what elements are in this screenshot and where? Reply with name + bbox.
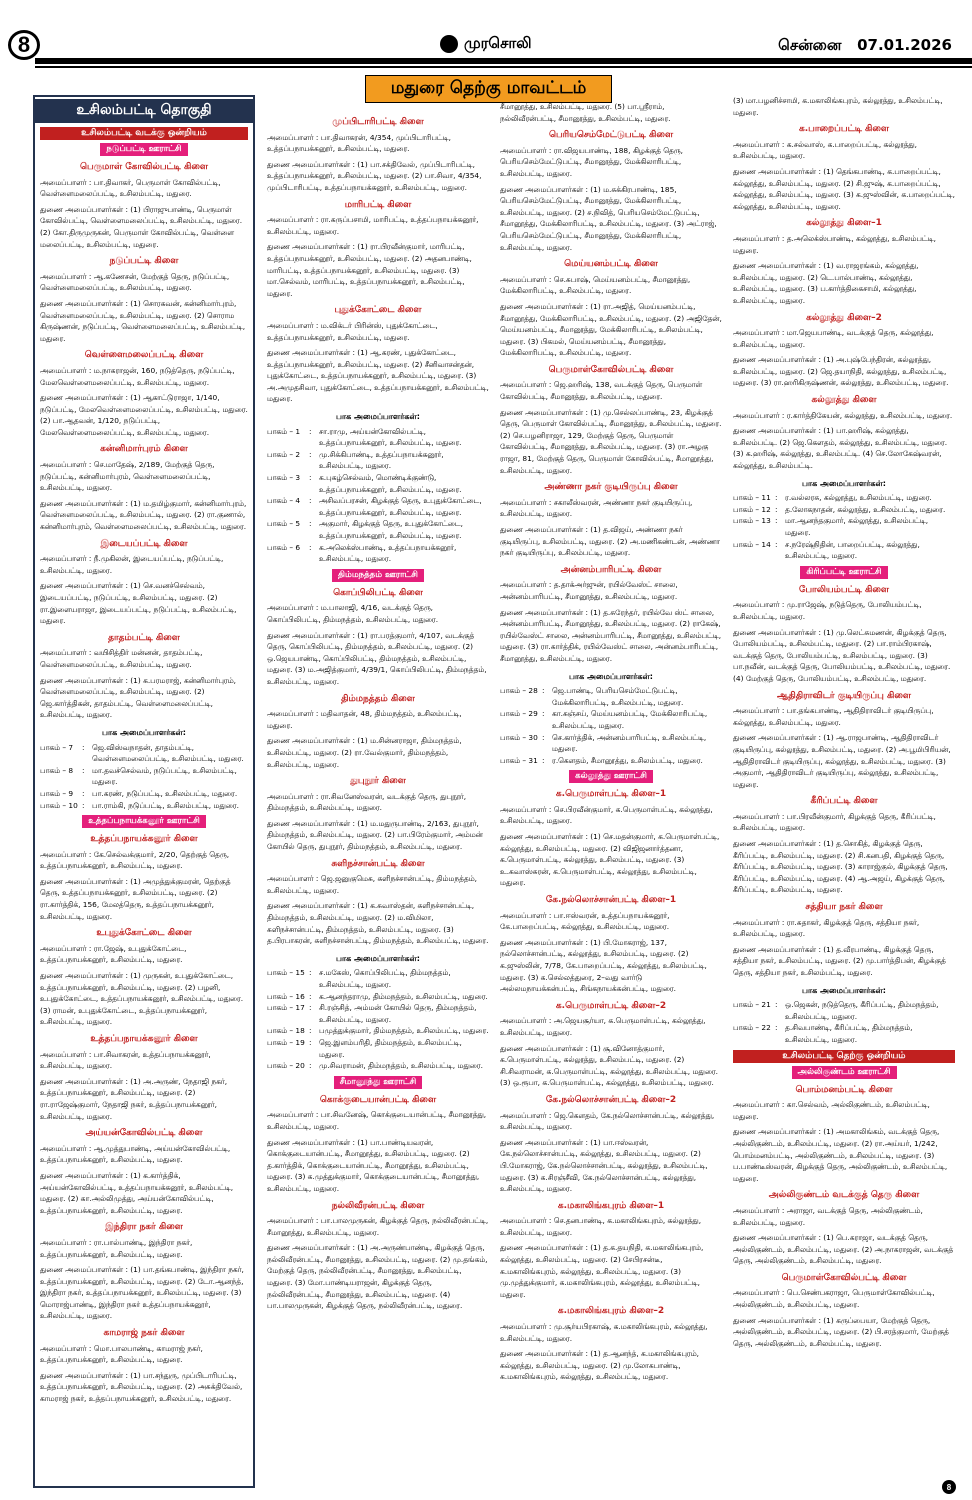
booth-organiser-name: செ.கார்த்திக், அன்னம்பாரிபட்டி, உசிலம்பட்டி, மதுரை. bbox=[552, 732, 707, 754]
booth-organisers-heading: பாக அமைப்பாளர்கள்: bbox=[336, 412, 420, 422]
member-entry: துணை அமைப்பாளர்கள் : (1) அமுத்துக்குமரன், தெற்குத் தெரு, உத்தப்பநாயக்கனூர், உசிலம்பட்டி, மதுரை. (2) ரா.கார்த்திக், 156, மேலத்தெரு, உத்தப்பநாயக்கனூர், உசிலம்பட்டி, மதுரை. bbox=[40, 876, 231, 921]
member-entry: துணை அமைப்பாளர்கள் : (1) பா.சக்திவேல், முப்பிடாரிபட்டி, உத்தப்பநாயக்கனூர், உசிலம்பட்டி, மதுரை. (2) பா.சிவா, 4/354, முப்பிடாரிபட்டி, உத்தப்பநாயக்கனூர், உசிலம்பட்டி, மதுரை. bbox=[267, 159, 482, 192]
member-entry: துணை அமைப்பாளர்கள் : (1) ம.சுக்கிரபாண்டி, 185, பெரியசெம்மேட்டுபட்டி, சீமானூத்து, மேக்கிலாரிபட்டி, உசிலம்பட்டி, மதுரை. (2) ச.நிவித், பெரியசெம்மேட்டுபட்டி, சீமானூத்து, மேக்கிலாரிபட்டி, உசிலம்பட்டி, மதுரை. (3) அட்ராஜ், பெரியசெம்மேட்டுபட்டி, சீமானூத்து, மேக்கிலாரிபட்டி, உசிலம்பட்டி, மதுரை. bbox=[500, 184, 717, 252]
member-entry: அமைப்பாளர் : ரா.ஜேஷ், உபுதுக்கோட்டை, உத்தப்பநாயக்கனூர், உசிலம்பட்டி, மதுரை. bbox=[40, 943, 187, 965]
branch-heading: போலியம்பட்டி கிளை bbox=[798, 584, 890, 595]
member-entry: துணை அமைப்பாளர்கள் : (1) செ.மதன்குமார், க.பெருமாள்பட்டி, கல்லூத்து, உசிலம்பட்டி, மதுரை. (2) விஜிஜனார்த்தனா, க.பெருமாள்பட்டி, கல்லூத்து, உசிலம்பட்டி, மதுரை. (3) உ.கவாஸ்சுரன், க.பெருமாள்பட்டி, கல்லூத்து, உசிலம்பட்டி, மதுரை. bbox=[500, 832, 720, 888]
booth-organiser-row bbox=[733, 492, 955, 504]
branch-heading: இடையப்பட்டி கிளை bbox=[100, 538, 188, 549]
booth-organiser-row bbox=[500, 685, 722, 708]
member-entry: அமைப்பாளர் : மதிவாதன், 48, திம்மநத்தம், உசிலம்பட்டி, மதுரை. bbox=[267, 709, 462, 730]
booth-organiser-list bbox=[500, 685, 722, 766]
booth-organiser-row bbox=[267, 449, 489, 472]
member-entry: துணை அமைப்பாளர்கள் : (1) ரா.அஜித், மெய்யனம்பட்டி, சீமானூத்து, மேக்கிலாரிபட்டி, உசிலம்பட்டி, மதுரை. (2) அஜிதேன், மெய்யனம்பட்டி, சீமானூத்து, மேக்கிலாரிபட்டி, உசிலம்பட்டி, மதுரை. (3) பிகமல், மெய்யனம்பட்டி, சீமானூத்து, மேக்கிலாரிபட்டி, உசிலம்பட்டி, மதுரை. bbox=[500, 301, 722, 358]
panchayat-heading: உத்தப்பநாயக்கனூர் ஊராட்சி bbox=[82, 815, 206, 828]
booth-organiser-row bbox=[40, 765, 248, 788]
booth-organiser-row bbox=[733, 539, 955, 562]
separator: : bbox=[775, 504, 778, 514]
member-entry: அமைப்பாளர் : செ.மாதேஷ், 2/189, மேற்குத் தெரு, நடுப்பட்டி, கன்னிமார்புரம், வெள்ளைமலைப்பட்டி, உசிலம்பட்டி, மதுரை. bbox=[40, 460, 215, 493]
separator: : bbox=[82, 742, 85, 752]
booth-organiser-row bbox=[267, 1025, 489, 1037]
separator: : bbox=[309, 426, 312, 436]
branch-heading: புதுக்கோட்டை கிளை bbox=[334, 305, 422, 316]
member-entry: துணை அமைப்பாளர்கள் : (1) அ.அருண்பாண்டி, கிழக்குத் தெரு, நல்லிவீரன்பட்டி, சீமானூத்து, உசிலம்பட்டி, மதுரை. (2) மு.தங்கம், மேற்குத் தெரு, நல்லிவீரன்பட்டி, சீமானூத்து, உசிலம்பட்டி, மதுரை. (3) மோ.பாண்டியராஜன், கிழக்குத் தெரு, நல்லிவீரன்பட்டி, சீமானூத்து, உசிலம்பட்டி, மதுரை. (4) பா.பாலமுருகன், கிழக்குத் தெரு, நல்லிவீரன்பட்டி, மதுரை. bbox=[267, 1243, 488, 1311]
booth-number: பாகம் – 15 bbox=[267, 968, 305, 978]
member-entry: அமைப்பாளர் : பா.திவாகரன், 4/354, முப்பிடாரிபட்டி, உத்தப்பநாயக்கனூர், உசிலம்பட்டி, மதுரை. bbox=[267, 132, 451, 154]
booth-number: பாகம் – 29 bbox=[500, 709, 538, 719]
separator: : bbox=[309, 1037, 312, 1047]
member-entry: துணை அமைப்பாளர்கள் : (1) வ.ராஜரங்கம், கல்லூத்து, உசிலம்பட்டி, மதுரை. (2) டெ.பால்பாண்டி, கல்லூத்து, உசிலம்பட்டி, மதுரை. (3) ப.கார்த்திகைசாமி, கல்லூத்து, உசிலம்பட்டி, மதுரை. bbox=[733, 261, 919, 305]
member-entry: துணை அமைப்பாளர்கள் : (1) பா.ஹரிஷ், கல்லூத்து, உசிலம்பட்டி. (2) ஜெ.கௌதம், கல்லூத்து, உசிலம்பட்டி, மதுரை. (3) க.ஹரிஷ், கல்லூத்து, உசிலம்பட்டி. (4) செ.லோகேஷ்வரன், கல்லூத்து, உசிலம்பட்டி. bbox=[733, 426, 948, 471]
member-entry: அமைப்பாளர் : பெ.செண்பகராஜா, பெருமாள்கோவில்பட்டி, அல்லிகுண்டம், உசிலம்பட்டி, மதுரை. bbox=[733, 1288, 935, 1310]
booth-organiser-row bbox=[267, 542, 489, 565]
branch-heading: மெய்யனம்பட்டி கிளை bbox=[564, 259, 658, 270]
union-heading: உசிலம்பட்டி வடக்கு ஒன்றியம் bbox=[40, 127, 248, 140]
separator: : bbox=[309, 1026, 312, 1036]
booth-organiser-name: க.புகழ்செல்வம், மொண்டிக்குண்டு, உத்தப்பநாயக்கனூர், உசிலம்பட்டி, மதுரை. bbox=[319, 473, 462, 494]
member-entry: துணை அமைப்பாளர்கள் : (1) அமகாலிங்கம், வடக்குத் தெரு, அல்லிகுண்டம், உசிலம்பட்டி, மதுரை. (2) ரா.அய்யர், 1/242, பொம்மனம்பட்டி, அல்லிகுண்டம், உசிலம்பட்டி, மதுரை. (3) ப.பாண்டீஸ்வரன், கிழக்குத் தெரு, அல்லிகுண்டம், உசிலம்பட்டி, மதுரை. bbox=[733, 1127, 948, 1183]
branch-heading: கல்லூத்து கிளை bbox=[811, 395, 877, 406]
member-entry: அமைப்பாளர் : சகாலீஸ்வரன், அண்ணா நகர் குடியிருப்பு, உசிலம்பட்டி, மதுரை. bbox=[500, 497, 693, 519]
member-entry: அமைப்பாளர் : ம.பாலாஜி, 4/16, வடக்குத் தெரு, கொப்பிலிபட்டி, திம்மநத்தம், உசிலம்பட்டி, மதுரை. bbox=[267, 603, 439, 624]
branch-heading: க.பெருமாள்பட்டி கிளை–1 bbox=[555, 789, 667, 800]
member-entry: அமைப்பாளர் : பா.பிரவீன்குமார், கிழக்குத் தெரு, கீரிப்பட்டி, உசிலம்பட்டி, மதுரை. bbox=[733, 811, 936, 833]
branch-heading: க.மகாலிங்கபுரம் கிளை–2 bbox=[557, 1306, 665, 1317]
booth-organiser-row bbox=[40, 800, 248, 812]
member-entry: அமைப்பாளர் : அராஜா, வடக்குத் தெரு, அல்லிகுண்டம், உசிலம்பட்டி, மதுரை. bbox=[733, 1205, 923, 1227]
booth-number: பாகம் – 1 bbox=[267, 426, 301, 436]
branch-heading: அல்லிகுண்டம் வடக்குத் தெரு கிளை bbox=[768, 1190, 920, 1201]
dateline bbox=[778, 36, 952, 56]
header-rule-thick bbox=[35, 58, 972, 64]
branch-heading: கல்லூத்து கிளை–1 bbox=[806, 218, 882, 229]
booth-organiser-name: க.அலெக்ஸ்பாண்டி, உத்தப்பநாயக்கனூர், உசிலம்பட்டி, மதுரை. bbox=[319, 542, 457, 564]
column-2 bbox=[267, 111, 489, 1488]
member-entry: துணை அமைப்பாளர்கள் : (1) பி.மோகராஜ், 137, நல்லொச்சான்பட்டி, கல்லூத்து, உசிலம்பட்டி, மதுரை. (2) க.ஜுஸ்லின், 7/78, கே.பாறைப்பட்டி, கல்லூத்து, உசிலம்பட்டி, மதுரை. (3) க.செல்லத்துரை, 2–வது வார்டு அல்லமநாயக்கன்பட்டி, சிங்கநாயக்கன்பட்டி, மதுரை. bbox=[500, 937, 707, 994]
booth-number: பாகம் – 20 bbox=[267, 1061, 305, 1071]
booth-number: பாகம் – 3 bbox=[267, 473, 301, 483]
booth-organiser-row bbox=[500, 732, 722, 755]
booth-organiser-row bbox=[267, 1037, 489, 1060]
member-entry: துணை அமைப்பாளர்கள் : (1) பெ.கராஜா, வடக்குத் தெரு, அல்லிகுண்டம், உசிலம்பட்டி, மதுரை. (2) அ.நாகராஜன், வடக்குத் தெரு, அல்லிகுண்டம், உசிலம்பட்டி, மதுரை. bbox=[733, 1233, 954, 1266]
booth-organiser-name: பா.கரண், நடுப்பட்டி, உசிலம்பட்டி, மதுரை. bbox=[92, 788, 238, 798]
member-entry: துணை அமைப்பாளர்கள் : (1) த.சொகித், கிழக்குத் தெரு, கீரிப்பட்டி, உசிலம்பட்டி, மதுரை. (2) சி.கனபதி, கிழக்குத் தெரு, கீரிப்பட்டி, உசிலம்பட்டி, மதுரை. (3) காராஜ்குல், கிழக்குத் தெரு, கீரிப்பட்டி, உசிலம்பட்டி, மதுரை. (4) ஆ.அஜய், கிழக்குத் தெரு, கீரிப்பட்டி, உசிலம்பட்டி, மதுரை. bbox=[733, 839, 948, 895]
member-entry: அமைப்பாளர் : மொ.பாலபாண்டி, காமராஜ் நகர், உத்தப்பநாயக்கனூர், உசிலம்பட்டி, மதுரை. bbox=[40, 1343, 203, 1365]
booth-number: பாகம் – 31 bbox=[500, 755, 538, 765]
booth-organiser-row bbox=[40, 788, 248, 800]
separator: : bbox=[309, 542, 312, 552]
booth-organisers-heading: பாக அமைப்பாளர்கள்: bbox=[569, 671, 653, 681]
booth-number: பாகம் – 13 bbox=[733, 516, 771, 526]
booth-organiser-row bbox=[267, 1060, 489, 1072]
separator: : bbox=[309, 1003, 312, 1013]
branch-heading: கே.நல்லொச்சான்பட்டி கிளை–1 bbox=[545, 895, 677, 906]
booth-number: பாகம் – 19 bbox=[267, 1037, 305, 1047]
panchayat-heading-row bbox=[40, 815, 248, 828]
member-entry: அமைப்பாளர் : ரா.கருப்பசாமி, மாரிபட்டி, உத்தப்பநாயக்கனூர், உசிலம்பட்டி, மதுரை. bbox=[267, 215, 479, 236]
booth-number: பாகம் – 17 bbox=[267, 1003, 305, 1013]
member-entry: துணை அமைப்பாளர்கள் : (1) பா.ஈஸ்வரன், கே.நல்லொச்சான்பட்டி, கல்லூத்து, உசிலம்பட்டி, மதுரை. (2) பி.மோகராஜ், கே.நல்லொச்சான்பட்டி, கல்லூத்து, உசிலம்பட்டி, மதுரை. (3) க.சிரஞ்சீவி, கே.நல்லொச்சான்பட்டி, கல்லூத்து, உசிலம்பட்டி, மதுரை. bbox=[500, 1137, 708, 1194]
booth-number: பாகம் – 7 bbox=[40, 742, 74, 752]
booth-organiser-name: க.ஆனந்தராமு, திம்மநத்தம், உசிலம்பட்டி, மதுரை. bbox=[319, 991, 488, 1001]
member-entry: துணை அமைப்பாளர்கள் : (1) த.க.தயநிதி, க.மகாலிங்கபுரம், கல்லூத்து, உசிலம்பட்டி, மதுரை. (2) சேபிரசன்டீ, க.மகாலிங்கபுரம், கல்லூத்து, உசிலம்பட்டி, மதுரை. (3) மு.முத்துக்குமார், க.மகாலிங்கபுரம், கல்லூத்து, உசிலம்பட்டி, மதுரை. bbox=[500, 1243, 704, 1299]
newspaper-emblem-icon bbox=[440, 35, 458, 53]
branch-heading: காமராஜ் நகர் கிளை bbox=[103, 1328, 185, 1339]
branch-heading: இந்திரா நகர் கிளை bbox=[105, 1222, 183, 1233]
booth-organiser-name: கா.சுஞ்சய், மெய்யனம்பட்டி, மேக்கிலாரிபட்டி, உசிலம்பட்டி, மதுரை. bbox=[552, 709, 708, 730]
panchayat-heading: திம்மநத்தம் ஊராட்சி bbox=[332, 569, 424, 582]
member-entry: துணை அமைப்பாளர்கள் : (1) க.சுவாஸ்தன், சுளிநச்சான்பட்டி, திம்மநத்தம், உசிலம்பட்டி, மதுரை. (2) ம.விமிலா, சுளிநச்சான்பட்டி, திம்மநத்தம், உசிலம்பட்டி, மதுரை. (3) த.பிரபாகரன், சுளிநச்சான்பட்டி, திம்மநத்தம், உசிலம்பட்டி, மதுரை. bbox=[267, 901, 489, 946]
separator: : bbox=[542, 732, 545, 742]
member-entry: அமைப்பாளர் : பா.திவாகர், பெருமாள் கோவில்பட்டி, வெள்ளைமலைப்பட்டி, உசிலம்பட்டி, மதுரை. bbox=[40, 177, 221, 199]
member-entry: அமைப்பாளர் : ம.நாகராஜன், 160, நடுத்தெரு, நடுப்பட்டி, மேலவெள்ளைமலைப்பட்டி, உசிலம்பட்டி, மதுரை. bbox=[40, 365, 235, 387]
member-entry: துணை அமைப்பாளர்கள் : (1) ஆ.ராஜபாண்டி, ஆதிதிராவிடர் குடியிருப்பு, கல்லூத்து, உசிலம்பட்டி, மதுரை. (2) அ.பூமிபிரியன், ஆதிதிராவிடர் குடியிருப்பு, கல்லூத்து, உசிலம்பட்டி, மதுரை. (3) அகுமார், ஆதிதிராவிடர் குடியிருப்பு, கல்லூத்து, உசிலம்பட்டி, மதுரை. bbox=[733, 733, 951, 789]
branch-heading: கொக்குடையான்பட்டி கிளை bbox=[319, 1094, 437, 1105]
booth-number: பாகம் – 21 bbox=[733, 1000, 771, 1010]
member-entry: அமைப்பாளர் : ரா.பால்பாண்டி, இந்திரா நகர், உத்தப்பநாயக்கனூர், உசிலம்பட்டி, மதுரை. bbox=[40, 1237, 193, 1259]
member-entry: அமைப்பாளர் : கே.செல்வக்குமார், 2/20, தெற்குத் தெரு, உத்தப்பநாயக்கனூர், உசிலம்பட்டி, மதுரை. bbox=[40, 849, 230, 871]
booth-organiser-row bbox=[267, 472, 489, 495]
separator: : bbox=[775, 539, 778, 549]
member-entry: அமைப்பாளர் : அ.ஜெயசூர்யா, க.பெருமாள்பட்டி, கல்லூத்து, உசிலம்பட்டி, மதுரை. bbox=[500, 1016, 706, 1037]
separator: : bbox=[775, 493, 778, 503]
branch-heading: தாதம்பட்டி கிளை bbox=[108, 632, 180, 643]
booth-number: பாகம் – 4 bbox=[267, 496, 301, 506]
separator: : bbox=[309, 496, 312, 506]
booth-organisers-heading: பாக அமைப்பாளர்கள்: bbox=[336, 953, 420, 963]
separator: : bbox=[309, 968, 312, 978]
district-banner: மதுரை தெற்கு மாவட்டம் bbox=[365, 75, 612, 103]
member-entry: அமைப்பாளர் : செ.தனபாண்டி, க.மகாலிங்கபுரம், கல்லூத்து, உசிலம்பட்டி, மதுரை. bbox=[500, 1216, 702, 1237]
separator: : bbox=[775, 1023, 778, 1033]
booth-organiser-row bbox=[267, 518, 489, 541]
booth-organiser-row bbox=[267, 426, 489, 449]
booth-organiser-row bbox=[267, 967, 489, 990]
member-entry: அமைப்பாளர் : ம.விக்டர் பிரின்ஸ், புதுக்கோட்டை, உத்தப்பநாயக்கனூர், உசிலம்பட்டி, மதுரை. bbox=[267, 320, 438, 342]
constituency-heading: உசிலம்பட்டி தொகுதி bbox=[35, 99, 253, 123]
branch-heading: சுளிநச்சான்பட்டி கிளை bbox=[331, 858, 425, 869]
column-1 bbox=[33, 95, 255, 1488]
booth-number: பாகம் – 10 bbox=[40, 800, 78, 810]
booth-organiser-name: பமுத்துக்குமார், திம்மநத்தம், உசிலம்பட்டி, மதுரை. bbox=[319, 1026, 489, 1036]
member-entry: அமைப்பாளர் : மு.சூர்யபிரகாஷ், க.மகாலிங்கபுரம், கல்லூத்து, உசிலம்பட்டி, மதுரை. bbox=[500, 1322, 708, 1343]
column-3 bbox=[500, 101, 722, 1488]
panchayat-heading-row bbox=[40, 143, 248, 156]
booth-organiser-name: ஜெ.விஸ்வநாதன், தாதம்பட்டி, வெள்ளைமலைப்பட்டி, உசிலம்பட்டி, மதுரை. bbox=[92, 742, 244, 764]
branch-heading: கல்லூத்து கிளை–2 bbox=[806, 312, 882, 323]
booth-organiser-row bbox=[500, 755, 722, 767]
booth-organiser-name: சா.ராமு, அய்யன்கோவில்பட்டி, உத்தப்பநாயக்கனூர், உசிலம்பட்டி, மதுரை. bbox=[319, 426, 462, 448]
booth-organiser-name: அசிவப்பரசன், கிழக்குத் தெரு, உபுதுக்கோட்டை, உத்தப்பநாயக்கனூர், உசிலம்பட்டி, மதுரை. bbox=[319, 496, 482, 517]
booth-organiser-row bbox=[733, 515, 955, 538]
booth-organiser-row bbox=[267, 991, 489, 1003]
booth-number: பாகம் – 16 bbox=[267, 991, 305, 1001]
member-entry: துணை அமைப்பாளர்கள் : (1) செ.வனச்செல்வம், இடையப்பட்டி, நடுப்பட்டி, உசிலம்பட்டி, மதுரை. (2) ரா.இளையராஜா, இடையப்பட்டி, நடுப்பட்டி, உசிலம்பட்டி, மதுரை. bbox=[40, 581, 237, 626]
branch-heading: கன்னிமார்புரம் கிளை bbox=[100, 444, 188, 455]
member-entry: அமைப்பாளர் : ஜெ.கௌதம், கே.நல்லொச்சான்பட்டி, கல்லூத்து, உசிலம்பட்டி, மதுரை. bbox=[500, 1110, 715, 1132]
member-entry: சீமானூத்து, உசிலம்பட்டி, மதுரை. (5) பா.ஸ்ரீராம், நல்லிவீரன்பட்டி, சீமானூத்து, உசிலம்பட்டி, மதுரை. bbox=[500, 102, 671, 123]
booth-organisers-heading: பாக அமைப்பாளர்கள்: bbox=[802, 478, 886, 488]
member-entry: துணை அமைப்பாளர்கள் : (1) ம.மதுருபாண்டி, 2/163, துபுநூர், திம்மநத்தம், உசிலம்பட்டி, மதுரை. (2) பா.பிரேம்குமார், அம்மன் கோயில் தெரு, துபுநூர், திம்மநத்தம், உசிலம்பட்டி, மதுரை. bbox=[267, 818, 483, 852]
separator: : bbox=[82, 788, 85, 798]
branch-heading: நடுப்பட்டி கிளை bbox=[109, 256, 179, 267]
branch-heading: கீரிப்பட்டி கிளை bbox=[810, 796, 878, 807]
branch-heading: பெருமாள் கோவில்பட்டி கிளை bbox=[80, 162, 208, 172]
member-entry: அமைப்பாளர் : பா.பாலமுருகன், கிழக்குத் தெரு, நல்லிவீரன்பட்டி, சீமானூத்து, உசிலம்பட்டி, மதுரை. bbox=[267, 1216, 489, 1237]
separator: : bbox=[82, 765, 85, 775]
booth-number: பாகம் – 2 bbox=[267, 449, 301, 459]
branch-heading: துபுநூர் கிளை bbox=[350, 776, 406, 787]
branch-heading: அண்ணா நகர் குடியிருப்பு கிளை bbox=[544, 482, 678, 493]
booth-organiser-list bbox=[40, 742, 248, 812]
member-entry: அமைப்பாளர் : ரா.விஜயபாண்டி, 188, கிழக்குத் தெரு, பெரியசெம்மேட்டுபட்டி, சீமானூத்து, மேக்கிலாரிபட்டி, உசிலம்பட்டி, மதுரை. bbox=[500, 145, 684, 178]
member-entry: துணை அமைப்பாளர்கள் : (1) சூ.வினோத்குமார், க.பெருமாள்பட்டி, கல்லூத்து, உசிலம்பட்டி, மதுரை. (2) சி.சிவராமன், க.பெருமாள்பட்டி, கல்லூத்து, உசிலம்பட்டி, மதுரை. (3) ஒ.ரூபா, க.பெருமாள்பட்டி, கல்லூத்து, உசிலம்பட்டி, மதுரை. bbox=[500, 1043, 718, 1088]
member-entry: துணை அமைப்பாளர்கள் : (1) த.ஆனந்த், க.மகாலிங்கபுரம், கல்லூத்து, உசிலம்பட்டி, மதுரை. (2) மு.லோகபாண்டி, க.மகாலிங்கபுரம், கல்லூத்து, உசிலம்பட்டி, மதுரை. bbox=[500, 1349, 699, 1382]
member-entry: அமைப்பாளர் : நீ.முகிலன், இடையப்பட்டி, நடுப்பட்டி, உசிலம்பட்டி, மதுரை. bbox=[40, 554, 224, 575]
booth-organiser-name: மு.சிவராமன், திம்மநத்தம், உசிலம்பட்டி, மதுரை. bbox=[319, 1061, 483, 1071]
booth-organiser-name: சி.ரஞ்சித், அம்மன் கோயில் தெரு, திம்மநத்தம், உசிலம்பட்டி, மதுரை. bbox=[319, 1003, 477, 1024]
separator: : bbox=[82, 800, 85, 810]
city-name: சென்னை bbox=[778, 36, 842, 54]
panchayat-heading-row bbox=[733, 1066, 955, 1079]
separator: : bbox=[309, 991, 312, 1001]
panchayat-heading: கிரிப்பட்டி ஊராட்சி bbox=[800, 566, 887, 579]
member-entry: அமைப்பாளர் : ஆ.முத்துபாண்டி, அய்யன்கோவில்பட்டி, உத்தப்பநாயக்கனூர், உசிலம்பட்டி, மதுரை. bbox=[40, 1143, 231, 1165]
member-entry: துணை அமைப்பாளர்கள் : (1) மு.லெட்சுமணன், கிழக்குத் தெரு, போலியம்பட்டி, உசிலம்பட்டி, மதுரை. (2) பா.ராம்பிரகாஷ், வடக்குத் தெரு, போலியம்பட்டி, உசிலம்பட்டி, மதுரை. (3) பா.நவீன், வடக்குத் தெரு, போலியம்பட்டி, உசிலம்பட்டி, மதுரை. (4) மேற்குத் தெரு, போலியம்பட்டி, உசிலம்பட்டி, மதுரை. bbox=[733, 627, 951, 683]
separator: : bbox=[542, 755, 545, 765]
booth-number: பாகம் – 18 bbox=[267, 1026, 305, 1036]
member-entry: துணை அமைப்பாளர்கள் : (1) ம.தமிழ்குமார், கன்னிமார்புரம், வெள்ளைமலைப்பட்டி, உசிலம்பட்டி, மதுரை. (2) ரா.குணால், கன்னிமார்புரம், வெள்ளைமலைப்பட்டி, உசிலம்பட்டி, மதுரை. bbox=[40, 498, 247, 532]
member-entry: துணை அமைப்பாளர்கள் : (1) சொரகவன், கன்னிமார்புரம், வெள்ளைமலைப்பட்டி, உசிலம்பட்டி, மதுரை. (2) சொராம கிருஷ்ணன், நடுப்பட்டி, வெள்ளைமலைப்பட்டி, உசிலம்பட்டி, மதுரை. bbox=[40, 298, 246, 343]
booth-number: பாகம் – 11 bbox=[733, 493, 771, 503]
branch-heading: க.பெருமாள்பட்டி கிளை–2 bbox=[555, 1000, 667, 1011]
member-entry: அமைப்பாளர் : ஜெ.ஹரிஷ், 138, வடக்குத் தெரு, பெருமாள் கோவில்பட்டி, சீமானூத்து, உசிலம்பட்டி, மதுரை. bbox=[500, 380, 703, 402]
member-entry: அமைப்பாளர் : ரா.சிவனேஸ்வரன், வடக்குத் தெரு, துபுநூர், திம்மநத்தம், உசிலம்பட்டி, மதுரை. bbox=[267, 791, 467, 813]
member-entry: அமைப்பாளர் : பா.தங்கபாண்டி, ஆதிதிராவிடர் குடியிருப்பு, கல்லூத்து, உசிலம்பட்டி, மதுரை. bbox=[733, 706, 934, 727]
branch-heading: முப்பிடாரிபட்டி கிளை bbox=[332, 117, 424, 127]
member-entry: அமைப்பாளர் : மு.ராஜேஷ், நடுத்தெரு, போலியம்பட்டி, உசிலம்பட்டி, மதுரை. bbox=[733, 600, 922, 621]
booth-number: பாகம் – 5 bbox=[267, 519, 301, 529]
panchayat-heading-row bbox=[267, 569, 489, 582]
separator: : bbox=[309, 449, 312, 459]
member-entry: துணை அமைப்பாளர்கள் : (1) பா.பாண்டியவரன், கொக்குடையான்பட்டி, சீமானூத்து, உசிலம்பட்டி, மதுரை. (2) த.கார்த்திக், கொக்குடையான்பட்டி, சீமானூத்து, உசிலம்பட்டி, மதுரை. (3) க.முத்துக்குமார், கொக்குடையான்பட்டி, சீமானூத்து, உசிலம்பட்டி, மதுரை. bbox=[267, 1137, 480, 1193]
branch-heading: க.பாறைப்பட்டி கிளை bbox=[798, 124, 890, 135]
branch-heading: அன்னம்பாரிபட்டி கிளை bbox=[560, 564, 662, 575]
booth-number: பாகம் – 22 bbox=[733, 1023, 771, 1033]
branch-heading: அய்யன்கோவில்பட்டி கிளை bbox=[85, 1128, 203, 1139]
branch-heading: ஆதிதிராவிடர் குடியிருப்பு கிளை bbox=[777, 690, 911, 701]
member-entry: துணை அமைப்பாளர்கள் : (1) அ.புஷ்பேந்திரன், கல்லூத்து, உசிலம்பட்டி, மதுரை. (2) ஜெ.தயாநிதி, கல்லூத்து, உசிலம்பட்டி, மதுரை. (3) ரா.ஹரிகிருஷ்ணன், கல்லூத்து, உசிலம்பட்டி, மதுரை. bbox=[733, 355, 949, 388]
panchayat-heading-row bbox=[267, 1076, 489, 1089]
booth-organiser-row bbox=[733, 999, 955, 1022]
newspaper-name: முரசொலி bbox=[464, 34, 532, 52]
booth-organiser-name: ச.மகேஸ், கொப்பிலிபட்டி, திம்மநத்தம், உசிலம்பட்டி, மதுரை. bbox=[319, 968, 451, 989]
page-number-badge: 8 bbox=[8, 30, 40, 60]
column-4 bbox=[733, 95, 955, 1488]
booth-organiser-name: பா.ராம்கி, நடுப்பட்டி, உசிலம்பட்டி, மதுரை. bbox=[92, 800, 239, 810]
booth-organiser-list bbox=[267, 967, 489, 1071]
member-entry: துணை அமைப்பாளர்கள் : (1) முருகன், உபுதுக்கோட்டை, உத்தப்பநாயக்கனூர், உசிலம்பட்டி, மதுரை. (2) பழனி, உபுதுக்கோட்டை, உத்தப்பநாயக்கனூர், உசிலம்பட்டி, மதுரை. (3) ராமன், உபுதுக்கோட்டை, உத்தப்பநாயக்கனூர், உசிலம்பட்டி, மதுரை. bbox=[40, 971, 244, 1027]
article-columns bbox=[33, 95, 957, 1488]
separator: : bbox=[542, 709, 545, 719]
member-entry: துணை அமைப்பாளர்கள் : (1) ரா.பிரவீன்குமார், மாரிபட்டி, உத்தப்பநாயக்கனூர், உசிலம்பட்டி, மதுரை. (2) அதனபாண்டி, மாரிபட்டி, உத்தப்பநாயக்கனூர், உசிலம்பட்டி, மதுரை. (3) மா.செல்வம், மாரிபட்டி, உத்தப்பநாயக்கனூர், உசிலம்பட்டி, மதுரை. bbox=[267, 242, 472, 298]
branch-heading: வெள்ளைமலைப்பட்டி கிளை bbox=[84, 350, 204, 361]
panchayat-heading-row bbox=[733, 566, 955, 579]
member-entry: அமைப்பாளர் : வயிசித்திர் மன்னன், தாதம்பட்டி, வெள்ளைமலைப்பட்டி, உசிலம்பட்டி, மதுரை. bbox=[40, 648, 203, 669]
footer-page-number: 8 bbox=[942, 1480, 956, 1494]
booth-number: பாகம் – 30 bbox=[500, 732, 538, 742]
member-entry: அமைப்பாளர் : பா.சிவனேஷ், கொக்குடையான்பட்டி, சீமானூத்து, உசிலம்பட்டி, மதுரை. bbox=[267, 1110, 487, 1131]
header-rule-thin bbox=[35, 66, 972, 68]
panchayat-heading: சீமானூத்து ஊராட்சி bbox=[334, 1076, 423, 1089]
panchayat-heading: கல்லூத்து ஊராட்சி bbox=[569, 770, 653, 783]
booth-organiser-name: மு.சிக்கிபாண்டி, உத்தப்பநாயக்கனூர், உசிலம்பட்டி, மதுரை. bbox=[319, 449, 444, 471]
branch-heading: கே.நல்லொச்சான்பட்டி கிளை–2 bbox=[545, 1094, 677, 1105]
separator: : bbox=[542, 686, 545, 696]
branch-heading: உபுதுக்கோட்டை கிளை bbox=[96, 928, 192, 939]
member-entry: அமைப்பாளர் : ஜெ.ஜனுகுமெசு, சுளிநச்சான்பட்டி, திம்மநத்தம், உசிலம்பட்டி, மதுரை. bbox=[267, 874, 478, 895]
booth-organiser-name: ர.வல்லரசு, கல்லூத்து, உசிலம்பட்டி, மதுரை. bbox=[785, 493, 932, 503]
booth-organiser-name: ர.கௌதம், சீமானூத்து, உசிலம்பட்டி, மதுரை. bbox=[552, 755, 703, 765]
panchayat-heading: அல்லிகுண்டம் ஊராட்சி bbox=[792, 1066, 897, 1079]
member-entry: அமைப்பாளர் : ரா.சுதாகர், கிழக்குத் தெரு, சத்தியா நகர், உசிலம்பட்டி, மதுரை. bbox=[733, 917, 920, 939]
booth-organiser-name: அகுமார், கிழக்குத் தெரு, உபுதுக்கோட்டை, உத்தப்பநாயக்கனூர், உசிலம்பட்டி, மதுரை. bbox=[319, 519, 463, 540]
booth-organiser-row bbox=[267, 1002, 489, 1025]
separator: : bbox=[309, 1061, 312, 1071]
booth-number: பாகம் – 14 bbox=[733, 539, 771, 549]
member-entry: அமைப்பாளர் : மா.ஜெயபாண்டி, வடக்குத் தெரு, கல்லூத்து, உசிலம்பட்டி, மதுரை. bbox=[733, 328, 934, 349]
booth-organiser-row bbox=[500, 708, 722, 731]
member-entry: அமைப்பாளர் : செ.சுபாஷ், மெய்யனம்பட்டி, சீமானூத்து, மேக்கிலாரிபட்டி, உசிலம்பட்டி, மதுரை. bbox=[500, 274, 691, 296]
member-entry: துணை அமைப்பாளர்கள் : (1) த.வீரபாண்டி, கிழக்குத் தெரு, சத்தியா நகர், உசிலம்பட்டி, மதுரை. (2) மு.பார்த்திபன், கிழக்குத் தெரு, சத்தியா நகர், உசிலம்பட்டி, மதுரை. bbox=[733, 944, 946, 977]
member-entry: அமைப்பாளர் : த.அலெக்ஸ்பாண்டி, கல்லூத்து, உசிலம்பட்டி, மதுரை. bbox=[733, 233, 937, 255]
branch-heading: நல்லிவீரன்பட்டி கிளை bbox=[331, 1200, 425, 1211]
member-entry: துணை அமைப்பாளர்கள் : (1) ஆகாட்டுராஜா, 1/140, நடுப்பட்டி, மேலவெள்ளைமலைப்பட்டி, உசிலம்பட்டி, மதுரை. (2) பா.ஆதவன், 1/120, நடுப்பட்டி, மேலவெள்ளைமலைப்பட்டி, உசிலம்பட்டி, மதுரை. bbox=[40, 393, 248, 437]
member-entry: அமைப்பாளர் : செ.பிரவீன்குமார், க.பெருமாள்பட்டி, கல்லூத்து, உசிலம்பட்டி, மதுரை. bbox=[500, 804, 713, 826]
booth-organiser-name: மா.ஆனந்தகுமார், கல்லூத்து, உசிலம்பட்டி, மதுரை. bbox=[785, 516, 929, 537]
member-entry: துணை அமைப்பாளர்கள் : (1) த.விஜய், அண்ணா நகர் குடியிருப்பு, உசிலம்பட்டி, மதுரை. (2) அ.மணிகண்டன், அண்ணா நகர் குடியிருப்பு, உசிலம்பட்டி, மதுரை. bbox=[500, 525, 721, 558]
branch-heading: க.மகாலிங்கபுரம் கிளை–1 bbox=[557, 1200, 665, 1211]
member-entry: துணை அமைப்பாளர்கள் : (1) பிராஜுபாண்டி, பெருமாள் கோவில்பட்டி, வெள்ளைமலைப்பட்டி, உசிலம்பட்டி, மதுரை. (2) கோ.திருமுருகன், பெருமாள் கோவில்பட்டி, வெள்ளை மலைப்பட்டி, உசிலம்பட்டி, மதுரை. bbox=[40, 204, 243, 249]
separator: : bbox=[309, 519, 312, 529]
member-entry: (3) மா.பழனிச்சாமி, க.மகாலிங்கபுரம், கல்லூத்து, உசிலம்பட்டி, மதுரை. bbox=[733, 96, 943, 117]
booth-organiser-list bbox=[733, 999, 955, 1045]
member-entry: அமைப்பாளர் : ஆ.கணேசன், மேற்குத் தெரு, நடுப்பட்டி, வெள்ளைமலைப்பட்டி, உசிலம்பட்டி, மதுரை. bbox=[40, 271, 230, 293]
booth-number: பாகம் – 12 bbox=[733, 504, 771, 514]
member-entry: துணை அமைப்பாளர்கள் : (1) ரா.பரத்குமார், 4/107, வடக்குத் தெரு, கொப்பிலிபட்டி, திம்மநத்தம், உசிலம்பட்டி, மதுரை. (2) ஒ.ஜெயபாண்டி, கொப்பிலிபட்டி, திம்மநத்தம், உசிலம்பட்டி, மதுரை. (3) ம.அஜித்குமார், 4/39/1, கொப்பிலிபட்டி, திம்மநத்தம், உசிலம்பட்டி, மதுரை. bbox=[267, 630, 487, 686]
branch-heading: பொம்மனம்பட்டி கிளை bbox=[795, 1084, 893, 1095]
booth-organiser-row bbox=[267, 495, 489, 518]
booth-organiser-name: மா.தவச்செல்வம், நடுப்பட்டி, உசிலம்பட்டி, மதுரை. bbox=[92, 765, 237, 787]
newspaper-logo bbox=[440, 34, 532, 54]
panchayat-heading-row bbox=[500, 770, 722, 783]
branch-heading: உத்தப்பநாயக்கனூர் கிளை bbox=[90, 834, 198, 845]
member-entry: துணை அமைப்பாளர்கள் : (1) பா.தங்கபாண்டி, இந்திரா நகர், உத்தப்பநாயக்கனூர், உசிலம்பட்டி, மதுரை. (2) டோ.ஆனந்த், இந்திரா நகர், உத்தப்பநாயக்கனூர், உசிலம்பட்டி, மதுரை. (3) மொராஜ்பாண்டி, இந்திரா நகர் உத்தப்பநாயக்கனூர், உசிலம்பட்டி, மதுரை. bbox=[40, 1265, 244, 1321]
branch-heading: திம்மநத்தம் கிளை bbox=[341, 693, 415, 704]
member-entry: துணை அமைப்பாளர்கள் : (1) ஆ.கரண், புதுக்கோட்டை, உத்தப்பநாயக்கனூர், உசிலம்பட்டி, மதுரை. (2) சீனிவாசன்தன், புதுக்கோட்டை, உத்தப்பநாயக்கனூர், உசிலம்பட்டி, மதுரை. (3) அ.அமுதசிவா, புதுக்கோட்டை, உத்தப்பநாயக்கனூர், உசிலம்பட்டி, மதுரை. bbox=[267, 348, 489, 404]
booth-number: பாகம் – 28 bbox=[500, 686, 538, 696]
booth-organiser-name: ஜெ.பாண்டி, பெரியசெம்மேட்டுபட்டி, மேக்கிலாரிபட்டி, உசிலம்பட்டி, மதுரை. bbox=[552, 686, 684, 707]
booth-organiser-name: ஒ.ஜெகன், நடுத்தெரு, கீரிப்பட்டி, திம்மநத்தம், உசிலம்பட்டி, மதுரை. bbox=[785, 1000, 939, 1021]
booth-number: பாகம் – 8 bbox=[40, 765, 74, 775]
branch-heading: மாரிபட்டி கிளை bbox=[344, 199, 412, 210]
member-entry: துணை அமைப்பாளர்கள் : (1) பா.சந்துரு, முப்பிடாரிபட்டி, உத்தப்பநாயக்கனூர், உசிலம்பட்டி, மதுரை. (2) அசுக்திவேல், காமராஜ் நகர், உத்தப்பநாயக்கனூர், உசிலம்பட்டி, மதுரை. bbox=[40, 1370, 243, 1404]
branch-heading: கொப்பிலிபட்டி கிளை bbox=[333, 587, 423, 598]
member-entry: அமைப்பாளர் : பா.ஈஸ்வரன், உத்தப்பநாயக்கனூர், கே.பாறைப்பட்டி, கல்லூத்து, உசிலம்பட்டி, மதுரை. bbox=[500, 910, 670, 932]
branch-heading: உத்தப்பநாயக்கனூர் கிளை bbox=[90, 1034, 198, 1044]
union-heading: உசிலம்பட்டி தெற்கு ஒன்றியம் bbox=[733, 1050, 955, 1063]
member-entry: துணை அமைப்பாளர்கள் : (1) க.கார்த்திக், அய்யன்கோவில்பட்டி, உத்தப்பநாயக்கனூர், உசிலம்பட்டி, மதுரை. (2) கா.அல்லிமுத்து, அய்யன்கோவில்பட்டி, உத்தப்பநாயக்கனூர், உசிலம்பட்டி, மதுரை. bbox=[40, 1170, 234, 1215]
member-entry: துணை அமைப்பாளர்கள் : (1) த.சுரேந்தர், ரயில்வே ஸ்ட் சாலை, அன்னம்பாரிபட்டி, சீமானூத்து, உசிலம்பட்டி, மதுரை. (2) ராகேஷ், ரயில்வேஸ்ட் சாலை, அன்னம்பாரிபட்டி, சீமானூத்து, உசிலம்பட்டி, மதுரை. (3) ரா.கார்த்திக், ரயில்வேஸ்ட் சாலை, அன்னம்பாரிபட்டி, சீமானூத்து, உசிலம்பட்டி, மதுரை. bbox=[500, 607, 722, 663]
booth-organiser-row bbox=[733, 504, 955, 516]
booth-organiser-name: ஜெ.இளம்பரிதி, திம்மநத்தம், உசிலம்பட்டி, மதுரை. bbox=[319, 1037, 462, 1059]
separator: : bbox=[775, 1000, 778, 1010]
issue-date: 07.01.2026 bbox=[857, 36, 952, 54]
member-entry: துணை அமைப்பாளர்கள் : (1) மு.செல்லப்பாண்டி, 23, கிழக்குத் தெரு, பெருமாள் கோவில்பட்டி, சீமானூத்து, உசிலம்பட்டி, மதுரை. (2) செ.பழனிராஜா, 129, மேற்குத் தெரு, பெருமாள் கோவில்பட்டி, சீமானூத்து, உசிலம்பட்டி, மதுரை. (3) ரா.அழகு ராஜா, 81, மேற்குத் தெரு, பெருமாள் கோவில்பட்டி, சீமானூத்து, உசிலம்பட்டி, மதுரை. bbox=[500, 407, 722, 475]
branch-heading: பெரியசெம்மேட்டுபட்டி கிளை bbox=[548, 130, 674, 141]
booth-organisers-heading: பாக அமைப்பாளர்கள்: bbox=[102, 727, 186, 737]
member-entry: அமைப்பாளர் : கா.செல்வம், அல்லிகுண்டம், உசிலம்பட்டி, மதுரை. bbox=[733, 1100, 930, 1121]
booth-organiser-name: த.லோகநாதன், கல்லூத்து, உசிலம்பட்டி, மதுரை. bbox=[785, 504, 946, 514]
member-entry: அமைப்பாளர் : த.தாக்அர்ஜுன், ரயில்வேஸ்ட் சாலை, அன்னம்பாரிபட்டி, சீமானூத்து, உசிலம்பட்டி, மதுரை. bbox=[500, 580, 678, 601]
member-entry: அமைப்பாளர் : க.சல்வாஸ், க.பாறைப்பட்டி, கல்லூத்து, உசிலம்பட்டி, மதுரை. bbox=[733, 139, 918, 161]
branch-heading: பெருமாள்கோவில்பட்டி கிளை bbox=[548, 364, 674, 375]
member-entry: துணை அமைப்பாளர்கள் : (1) ம.சின்னராஜா, திம்மநத்தம், உசிலம்பட்டி, மதுரை. (2) ரா.வேல்குமார், திம்மநத்தம், உசிலம்பட்டி, மதுரை. bbox=[267, 736, 462, 769]
booth-organiser-list bbox=[267, 426, 489, 565]
masthead bbox=[0, 0, 972, 60]
branch-heading: பெருமாள்கோவில்பட்டி கிளை bbox=[781, 1272, 907, 1283]
booth-organiser-name: த.சிவபாண்டி, கீரிப்பட்டி, திம்மநத்தம், உசிலம்பட்டி, மதுரை. bbox=[785, 1023, 913, 1044]
separator: : bbox=[775, 516, 778, 526]
booth-organiser-name: ச.நரேஷ்நிதின், பாறைப்பட்டி, கல்லூத்து, உசிலம்பட்டி, மதுரை. bbox=[785, 539, 920, 561]
member-entry: அமைப்பாளர் : ர.கார்த்திகேயன், கல்லூத்து, உசிலம்பட்டி, மதுரை. bbox=[733, 410, 953, 420]
branch-heading: சத்தியா நகர் கிளை bbox=[805, 902, 883, 913]
booth-organisers-heading: பாக அமைப்பாளர்கள்: bbox=[802, 985, 886, 995]
booth-organiser-list bbox=[733, 492, 955, 562]
booth-number: பாகம் – 9 bbox=[40, 788, 74, 798]
member-entry: துணை அமைப்பாளர்கள் : (1) க.பரமராஜ், கன்னிமார்புரம், வெள்ளைமலைப்பட்டி, உசிலம்பட்டி, மதுரை. (2) ஜெ.கார்த்திகன், தாதம்பட்டி, வெள்ளைமலைப்பட்டி, உசிலம்பட்டி, மதுரை. bbox=[40, 675, 237, 720]
booth-organiser-row bbox=[40, 742, 248, 765]
member-entry: துணை அமைப்பாளர்கள் : (1) அ.அருண், நேதாஜி நகர், உத்தப்பநாயக்கனூர், உசிலம்பட்டி, மதுரை. (2) ரா.ராஜேஷ்குமார், நேதாஜி நகர், உத்தப்பநாயக்கனூர், உசிலம்பட்டி, மதுரை. bbox=[40, 1076, 228, 1121]
member-entry: துணை அமைப்பாளர்கள் : (1) கருப்பையா, மேற்குத் தெரு, அல்லிகுண்டம், உசிலம்பட்டி, மதுரை. (2) பி.சரத்குமார், மேற்குத் தெரு, அல்லிகுண்டம், உசிலம்பட்டி, மதுரை. bbox=[733, 1315, 949, 1348]
separator: : bbox=[309, 473, 312, 483]
member-entry: அமைப்பாளர் : பா.சிவாகரன், உத்தப்பநாயக்கனூர், உசிலம்பட்டி, மதுரை. bbox=[40, 1049, 211, 1071]
booth-number: பாகம் – 6 bbox=[267, 542, 301, 552]
member-entry: துணை அமைப்பாளர்கள் : (1) தெங்கபாண்டி, க.பாறைப்பட்டி, கல்லூத்து, உசிலம்பட்டி, மதுரை. (2) சி.ஜுஷ், க.பாறைப்பட்டி, கல்லூத்து, உசிலம்பட்டி, மதுரை. (3) க.ஜுஸ்வின், க.பாறைப்பட்டி, கல்லூத்து, உசிலம்பட்டி, மதுரை. bbox=[733, 166, 955, 211]
booth-organiser-row bbox=[733, 1022, 955, 1045]
panchayat-heading: நடுப்பட்டி ஊராட்சி bbox=[100, 143, 187, 156]
